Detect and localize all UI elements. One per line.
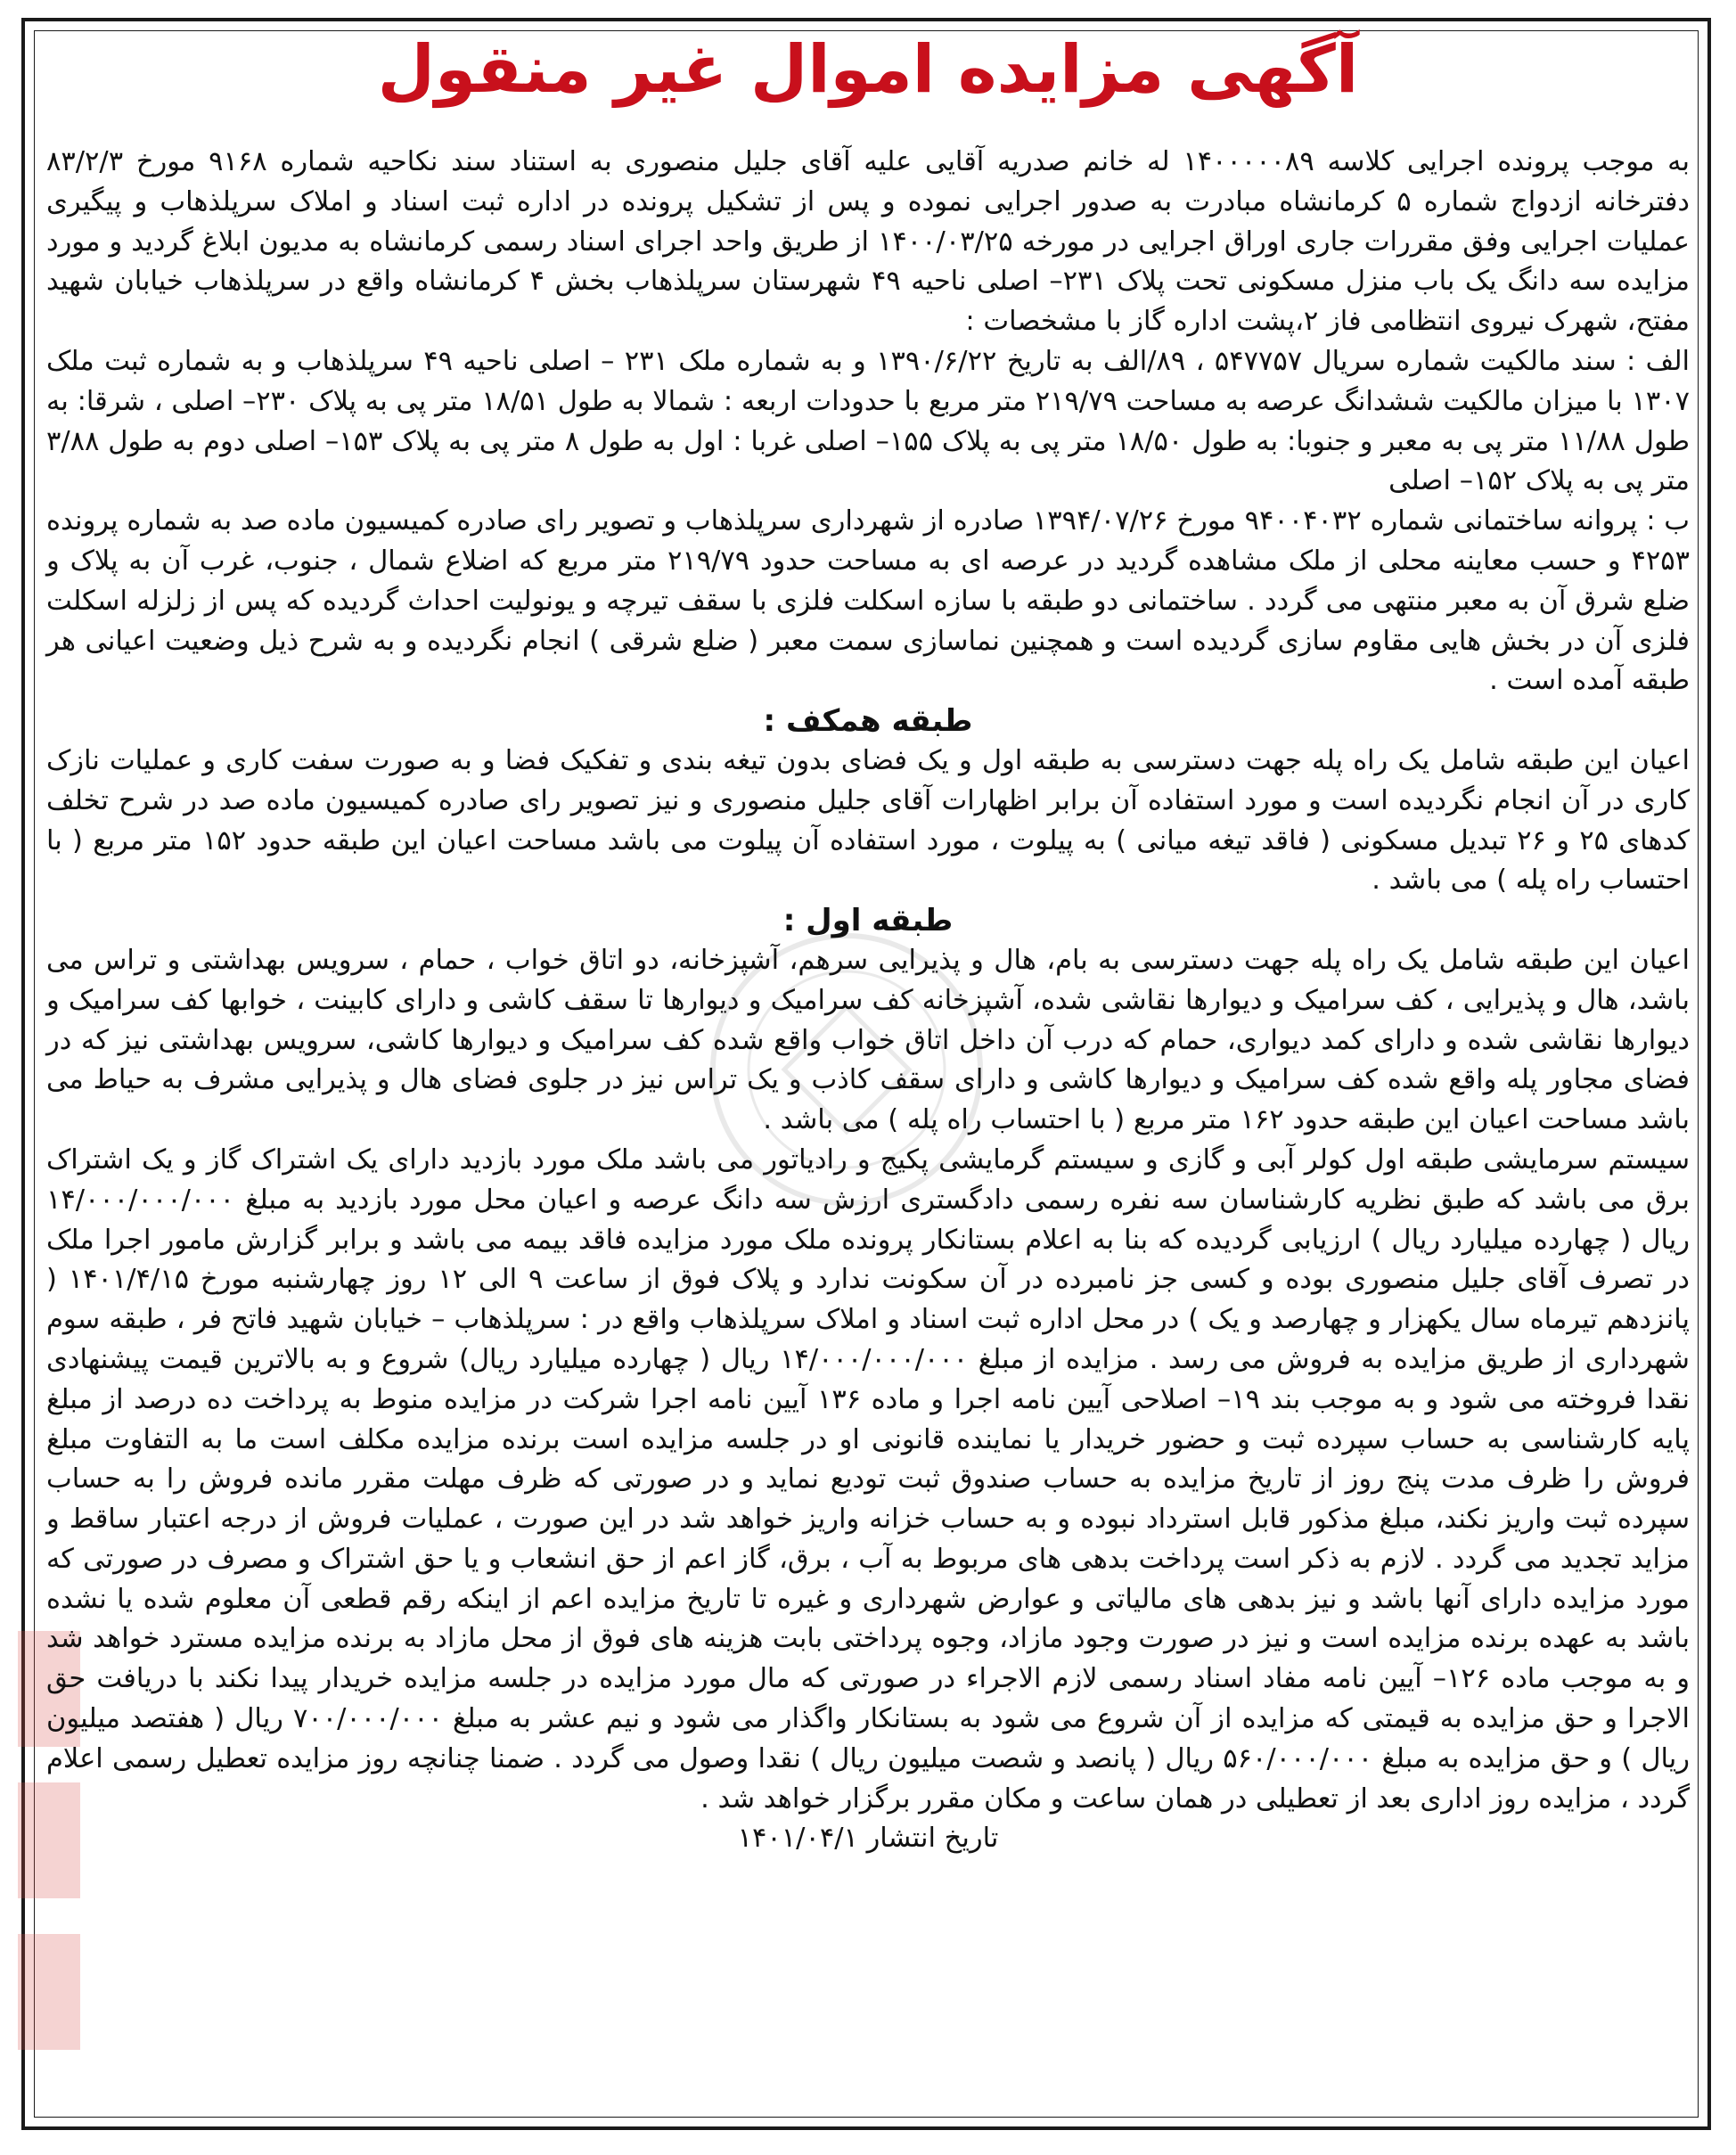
paragraph-intro: به موجب پرونده اجرایی کلاسه ۱۴۰۰۰۰۰۸۹ له خانم صدریه آقایی علیه آقای جلیل منصوری به استناد سند نکاحیه شماره ۹۱۶۸ مورخ ۸۳/۲/۳ دفترخانه ازدواج شماره ۵ کرمانشاه مبادرت به صدور اجرایی نموده و پس از تشکیل پرونده در اداره ثبت اسناد و املاک سرپلذهاب و پیگیری عملیات اجرایی وفق مقررات جاری اوراق اجرایی در مورخه ۱۴۰۰/۰۳/۲۵ از طریق واحد اجرای اسناد رسمی کرمانشاه به مدیون ابلاغ گردید و مورد مزایده سه دانگ یک باب منزل مسکونی تحت پلاک ۲۳۱– اصلی ناحیه ۴۹ شهرستان سرپلذهاب بخش ۴ کرمانشاه واقع در سرپلذهاب خیابان شهید مفتح، شهرک نیروی انتظامی فاز ۲،پشت اداره گاز با مشخصات : — [46, 146, 1690, 338]
notice-title: آگهی مزایده اموال غیر منقول — [377, 31, 1359, 108]
heading-ground-floor: طبقه همکف : — [763, 703, 973, 740]
paragraph-deed: الف : سند مالکیت شماره سریال ۵۴۷۷۵۷ ، ۸۹/الف به تاریخ ۱۳۹۰/۶/۲۲ و به شماره ملک ۲۳۱ – اصلی ناحیه ۴۹ سرپلذهاب و به شماره ثبت ملک ۱۳۰۷ با میزان مالکیت ششدانگ عرصه به مساحت ۲۱۹/۷۹ متر مربع با حدودات اربعه : شمالا به طول ۱۸/۵۱ متر پی به پلاک ۲۳۰– اصلی ، شرقا: به طول ۱۱/۸۸ متر پی به معبر و جنوبا: به طول ۱۸/۵۰ متر پی به پلاک ۱۵۵– اصلی غربا : اول به طول ۸ متر پی به پلاک ۱۵۳– اصلی دوم به طول ۳/۸۸ متر پی به پلاک ۱۵۲– اصلی — [46, 345, 1691, 497]
paragraph-first-floor: اعیان این طبقه شامل یک راه پله جهت دسترسی به بام، هال و پذیرایی سرهم، آشپزخانه، دو اتاق خواب ، حمام ، سرویس بهداشتی و تراس می باشد، هال و پذیرایی ، کف سرامیک و دیوارها نقاشی شده، آشپزخانه کف سرامیک و دیوارها تا سقف کاشی و دارای کابینت ، خوابها کف سرامیک و دیوارها نقاشی شده و دارای کمد دیواری، حمام که درب آن داخل اتاق خواب واقع شده کف سرامیک و دیوارها کاشی، سرویس بهداشتی نیز که در فضای مجاور پله واقع شده کف سرامیک و دیوارها کاشی و دارای سقف کاذب و یک تراس نیز در جلوی فضای هال و پذیرایی مشرف به حیاط می باشد مساحت اعیان این طبقه حدود ۱۶۲ متر مربع ( با احتساب راه پله ) می باشد . — [46, 944, 1690, 1136]
paragraph-permit: ب : پروانه ساختمانی شماره ۹۴۰۰۴۰۳۲ مورخ ۱۳۹۴/۰۷/۲۶ صادره از شهرداری سرپلذهاب و تصویر رای صادره کمیسیون ماده صد به شماره پرونده ۴۲۵۳ و حسب معاینه محلی از ملک مشاهده گردید در عرصه ای به مساحت حدود ۲۱۹/۷۹ متر مربع که اضلاع شمال ، جنوب، غرب آن به پلاک و ضلع شرق آن به معبر منتهی می گردد . ساختمانی دو طبقه با سازه اسکلت فلزی با سقف تیرچه و یونولیت احداث گردیده که پس از زلزله اسکلت فلزی آن در بخش هایی مقاوم سازی گردیده است و همچنین نماسازی سمت معبر ( ضلع شرقی ) انجام نگردیده و به شرح ذیل وضعیت اعیانی هر طبقه آمده است . — [46, 505, 1691, 697]
paragraph-auction-terms: سیستم سرمایشی طبقه اول کولر آبی و گازی و سیستم گرمایشی پکیج و رادیاتور می باشد ملک مورد بازدید دارای یک اشتراک گاز و یک اشتراک برق می باشد که طبق نظریه کارشناسان سه نفره رسمی دادگستری ارزش سه دانگ عرصه و اعیان محل مورد بازدید به مبلغ ۱۴/۰۰۰/۰۰۰/۰۰۰ ریال ( چهارده میلیارد ریال ) ارزیابی گردیده که بنا به اعلام بستانکار پرونده ملک مورد مزایده فاقد بیمه می باشد و برابر گزارش مامور اجرا ملک در تصرف آقای جلیل منصوری بوده و کسی جز نامبرده در آن سکونت ندارد و پلاک فوق از ساعت ۹ الی ۱۲ روز چهارشنبه مورخ ۱۴۰۱/۴/۱۵ ( پانزدهم تیرماه سال یکهزار و چهارصد و یک ) در محل اداره ثبت اسناد و املاک سرپلذهاب واقع در : سرپلذهاب – خیابان شهید فاتح فر ، طبقه سوم شهرداری از طریق مزایده به فروش می رسد . مزایده از مبلغ ۱۴/۰۰۰/۰۰۰/۰۰۰ ریال ( چهارده میلیارد ریال) شروع و به بالاترین قیمت پیشنهادی نقدا فروخته می شود و به موجب بند ۱۹– اصلاحی آیین نامه اجرا و ماده ۱۳۶ آیین نامه اجرا شرکت در مزایده منوط به پرداخت ده درصد از مبلغ پایه کارشناسی به حساب سپرده ثبت و حضور خریدار یا نماینده قانونی او در جلسه مزایده است برنده مزایده مکلف است ما به التفاوت مبلغ فروش را ظرف مدت پنج روز از تاریخ مزایده به حساب صندوق ثبت تودیع نماید و در صورتی که ظرف مهلت مقرر مانده فروش را به حساب سپرده ثبت واریز نکند، مبلغ مذکور قابل استرداد نبوده و به حساب خزانه واریز خواهد شد در این صورت ، عملیات فروش از درجه اعتبار ساقط و مزاید تجدید می گردد . لازم به ذکر است پرداخت بدهی های مربوط به آب ، برق، گاز اعم از حق انشعاب و یا حق اشتراک و مصرف در صورتی که مورد مزایده دارای آنها باشد و نیز بدهی های مالیاتی و عوارض شهرداری و غیره تا تاریخ مزایده اعم از اینکه رقم قطعی آن معلوم شده یا نشده باشد به عهده برنده مزایده است و نیز در صورت وجود مازاد، وجوه پرداختی بابت هزینه های فوق از محل مازاد به برنده مزایده مسترد خواهد شد و به موجب ماده ۱۲۶– آیین نامه مفاد اسناد رسمی لازم الاجراء در صورتی که مال مورد مزایده در جلسه مزایده خریدار پیدا نکند با دریافت حق الاجرا و حق مزایده به قیمتی که مزایده از آن شروع می شود به بستانکار واگذار می شود و نیم عشر به مبلغ ۷۰۰/۰۰۰/۰۰۰ ریال ( هفتصد میلیون ریال ) و حق مزایده به مبلغ ۵۶۰/۰۰۰/۰۰۰ ریال ( پانصد و شصت میلیون ریال ) نقدا وصول می گردد . ضمنا چنانچه روز مزایده تعطیل رسمی اعلام گردد ، مزایده روز اداری بعد از تعطیلی در همان ساعت و مکان مقرر برگزار خواهد شد . — [46, 1143, 1690, 1815]
publication-date: تاریخ انتشار ۱۴۰۱/۰۴/۱ — [737, 1823, 999, 1855]
paragraph-ground-floor: اعیان این طبقه شامل یک راه پله جهت دسترسی به طبقه اول و یک فضای بدون تیغه بندی و تفکیک فضا و به صورت سفت کاری و عملیات نازک کاری در آن انجام نگردیده است و مورد استفاده آن برابر اظهارات آقای جلیل منصوری و نیز تصویر رای صادره کمیسیون ماده صد در شرح تخلف کدهای ۲۵ و ۲۶ تبدیل مسکونی ( فاقد تیغه میانی ) به پیلوت ، مورد استفاده آن پیلوت می باشد مساحت اعیان این طبقه حدود ۱۵۲ متر مربع ( با احتساب راه پله ) می باشد . — [46, 744, 1691, 897]
heading-first-floor: طبقه اول : — [782, 903, 954, 939]
notice-body — [46, 143, 1690, 1859]
